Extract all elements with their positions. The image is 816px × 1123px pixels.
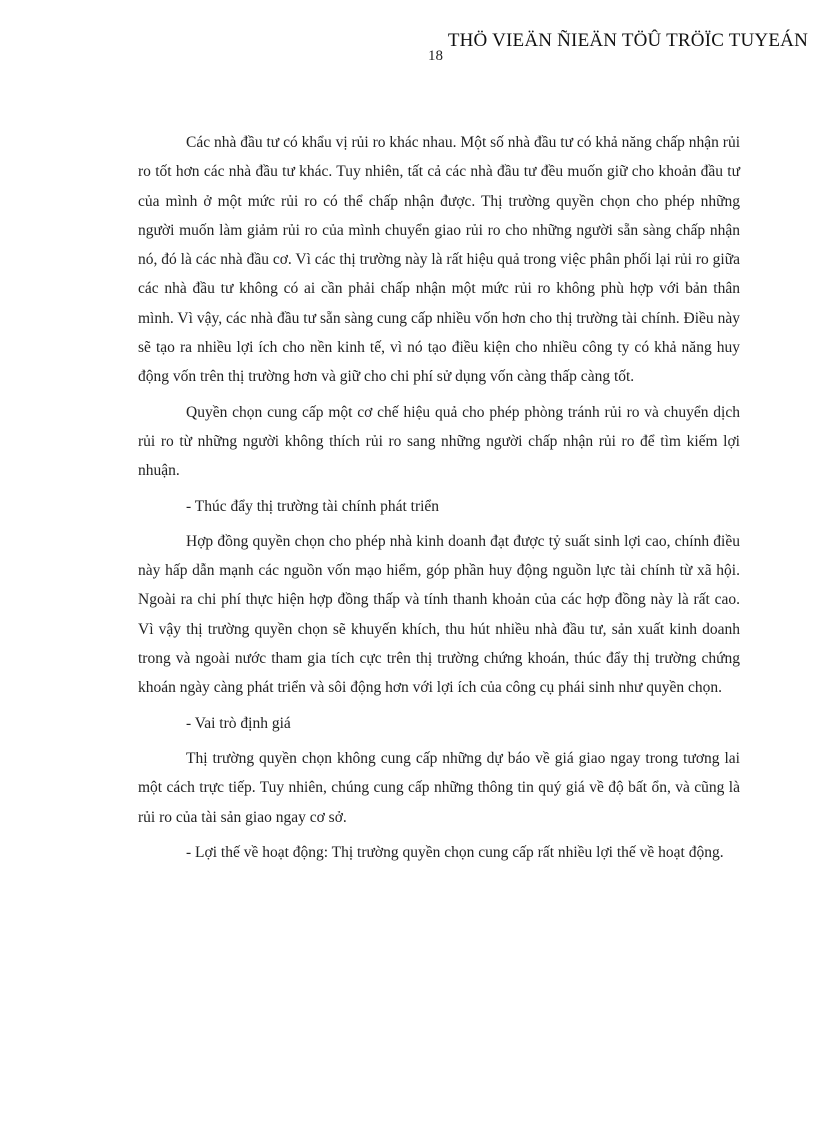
paragraph-operational-advantage: - Lợi thế về hoạt động: Thị trường quyền chọn cung cấp rất nhiều lợi thế về hoạt động. [186, 843, 724, 861]
paragraph-market-development: Hợp đồng quyền chọn cho phép nhà kinh doanh đạt được tỷ suất sinh lợi cao, chính điều này hấp dẫn mạnh các nguồn vốn mạo hiểm, góp phần huy động nguồn lực tài chính từ xã hội. Ngoài ra chi phí thực hiện hợp đồng thấp và tính thanh khoản của các hợp đồng này là rất cao. Vì vậy thị trường quyền chọn sẽ khuyến khích, thu hút nhiều nhà đầu tư, sản xuất kinh doanh trong và ngoài nước tham gia tích cực trên thị trường chứng khoán, thúc đẩy thị trường chứng khoán ngày càng phát triển và sôi động hơn với lợi ích của công cụ phái sinh như quyền chọn. [138, 532, 740, 697]
document-body [138, 128, 740, 873]
page-number: 18 [428, 48, 443, 64]
running-header-title: THÖ VIEÄN ÑIEÄN TÖÛ TRÖÏC TUYEÁN [447, 30, 808, 51]
paragraph-pricing-role: Thị trường quyền chọn không cung cấp những dự báo về giá giao ngay trong tương lai một cách trực tiếp. Tuy nhiên, chúng cung cấp những thông tin quý giá về độ bất ổn, và cũng là rủi ro của tài sản giao ngay cơ sở. [138, 749, 740, 826]
paragraph-risk-appetite: Các nhà đầu tư có khẩu vị rủi ro khác nhau. Một số nhà đầu tư có khả năng chấp nhận rủi ro tốt hơn các nhà đầu tư khác. Tuy nhiên, tất cả các nhà đầu tư đều muốn giữ cho khoản đầu tư của mình ở một mức rủi ro có thể chấp nhận được. Thị trường quyền chọn cho phép những người muốn làm giảm rủi ro của mình chuyển giao rủi ro cho những người sẵn sàng chấp nhận nó, đó là các nhà đầu cơ. Vì các thị trường này là rất hiệu quả trong việc phân phối lại rủi ro giữa các nhà đầu tư không có ai cần phải chấp nhận một mức rủi ro không phù hợp với bản thân mình. Vì vậy, các nhà đầu tư sẵn sàng cung cấp nhiều vốn hơn cho thị trường tài chính. Điều này sẽ tạo ra nhiều lợi ích cho nền kinh tế, vì nó tạo điều kiện cho nhiều công ty có khả năng huy động vốn trên thị trường hơn và giữ cho chi phí sử dụng vốn càng thấp càng tốt. [138, 134, 740, 386]
paragraph-risk-transfer: Quyền chọn cung cấp một cơ chế hiệu quả cho phép phòng tránh rủi ro và chuyển dịch rủi ro từ những người không thích rủi ro sang những người chấp nhận rủi ro để tìm kiếm lợi nhuận. [138, 403, 740, 480]
heading-market-development: - Thúc đẩy thị trường tài chính phát triển [186, 497, 440, 515]
heading-pricing-role: - Vai trò định giá [186, 714, 291, 732]
